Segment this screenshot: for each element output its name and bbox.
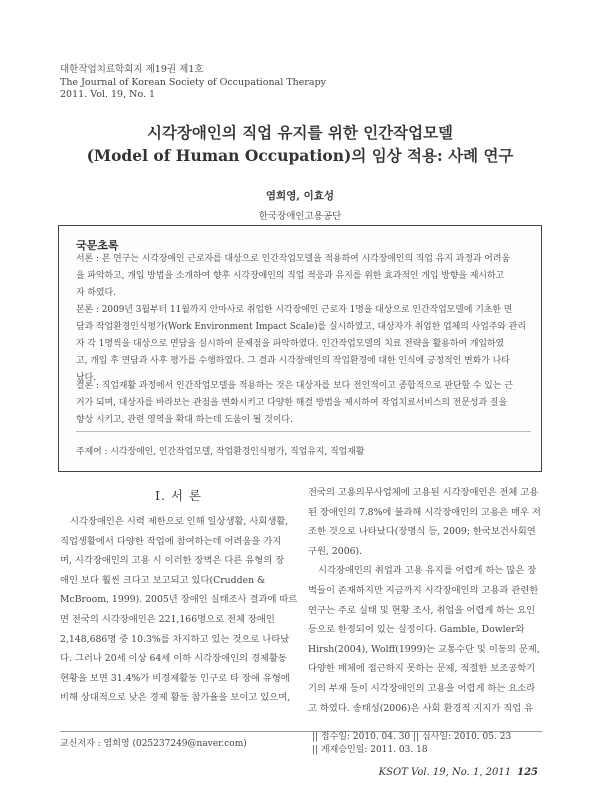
section-heading-introduction: Ⅰ. 서 론 — [154, 488, 202, 503]
abstract-conclusion — [76, 378, 531, 429]
corresponding-author: 교신저자 : 염희영 (025237249@naver.com) — [60, 739, 247, 749]
body-column-left — [60, 512, 297, 708]
abstract-introduction — [76, 251, 531, 302]
body-line: 시각장애인은 시력 제한으로 인해 일상생활, 사회생활, — [70, 516, 289, 527]
body-line: 현황을 보면 31.4%가 비경제활동 인구로 타 장애 유형에 — [60, 672, 290, 684]
abstract-line: 결론 : 직업재활 과정에서 인간작업모델을 적용하는 것은 대상자를 보다 전인적이고 종합적으로 판단할 수 있는 근 — [76, 381, 513, 391]
submission-dates — [312, 731, 511, 757]
paper-title-line2: (Model of Human Occupation)의 임상 적용: 사례 연구 — [86, 146, 514, 165]
abstract-divider — [76, 431, 531, 432]
body-line: 조한 것으로 나타났다(장명식 등, 2009; 한국보건사회연 — [308, 526, 536, 538]
authors: 염희영, 이효성 — [265, 190, 335, 202]
abstract-line: 담과 작업환경인식평가(Work Environment Impact Scale)를 실시하였고, 대상자가 취업한 업체의 사업주와 관리 — [76, 322, 526, 332]
body-line: 구원, 2006). — [308, 545, 363, 557]
body-line: 며, 시각장애인의 고용 시 이러한 장벽은 다른 유형의 장 — [60, 555, 285, 567]
abstract-line: 났다. — [76, 373, 96, 383]
abstract-heading: 국문초록 — [76, 239, 119, 252]
journal-info — [60, 64, 326, 102]
abstract-line: 을 파악하고, 개입 방법을 소개하여 향후 시각장애인의 직업 적응과 유지를 위한 효과적인 개입 방향을 제시하고 — [76, 271, 505, 281]
body-line: 직업생활에서 다양한 작업에 참여하는데 어려움을 가지 — [60, 535, 282, 547]
abstract-box — [58, 225, 542, 472]
body-line: 된 장애인의 7.8%에 불과해 시각장애인의 고용은 매우 저 — [308, 506, 541, 518]
abstract-body — [76, 302, 531, 387]
keywords: 주제어 : 시각장애인, 인간작업모델, 작업환경인식평가, 직업유지, 직업재활 — [76, 447, 365, 457]
affiliation: 한국장애인고용공단 — [258, 211, 342, 222]
body-line: 면 전국의 시각장애인은 221,166명으로 전체 장애인 — [60, 613, 275, 625]
abstract-line: 자 하였다. — [76, 288, 116, 298]
abstract-line: 거가 되며, 대상자를 바라보는 관점을 변화시키고 다양한 해결 방법을 제시하여 작업치료서비스의 전문성과 질을 — [76, 398, 508, 408]
body-line: 시각장애인의 취업과 고용 유지를 어렵게 하는 많은 장 — [318, 565, 537, 577]
body-line: 비해 상대적으로 낮은 경제 활동 참가율을 보이고 있으며, — [60, 692, 291, 704]
body-line: 기의 부재 등이 시각장애인의 고용을 어렵게 하는 요소라 — [308, 682, 536, 694]
journal-name-english: The Journal of Korean Society of Occupational Therapy — [60, 76, 327, 88]
body-line: 다양한 매체에 접근하지 못하는 문제, 적절한 보조공학기 — [308, 663, 536, 675]
body-line: McBroom, 1999). 2005년 장애인 실태조사 결과에 따르 — [60, 594, 298, 606]
body-line: 다. 그러나 20세 이상 64세 이하 시각장애인의 경제활동 — [60, 653, 287, 665]
page-number: 125 — [517, 767, 538, 778]
abstract-line: 향상 시키고, 관련 영역을 확대 하는데 도움이 될 것이다. — [76, 415, 293, 425]
journal-volume: 2011. Vol. 19, No. 1 — [60, 89, 156, 100]
body-line: 연구는 주로 실태 및 현황 조사, 취업을 어렵게 하는 요인 — [308, 604, 536, 616]
running-footer-journal: KSOT Vol. 19, No. 1, 2011 — [378, 767, 512, 778]
abstract-line: 고, 개입 후 면담과 사후 평가를 수행하였다. 그 결과 시각장애인의 작업환경에 대한 인식에 긍정적인 변화가 나타 — [76, 356, 510, 366]
abstract-line: 자 각 1명씩을 대상으로 면담을 실시하여 문제점을 파악하였다. 인간작업모델의 치료 전략을 활용하여 개입하였 — [76, 339, 505, 349]
abstract-line: 서론 : 본 연구는 시각장애인 근로자를 대상으로 인간작업모델을 적용하여 시각장애인의 직업 유지 과정과 어려움 — [76, 254, 511, 264]
body-line: 등으로 한정되어 있는 실정이다. Gamble, Dowler와 — [308, 624, 525, 636]
accepted-date: || 게재승인일: 2011. 03. 18 — [312, 745, 428, 755]
paper-title-line1: 시각장애인의 직업 유지를 위한 인간작업모델 — [146, 123, 454, 142]
body-line: 벽들이 존재하지만 지금까지 시각장애인의 고용과 관련한 — [308, 584, 539, 596]
body-line: Hirsh(2004), Wolff(1999)는 교통수단 및 이동의 문제, — [308, 643, 540, 655]
body-line: 전국의 고용의무사업체에 고용된 시각장애인은 전체 고용 — [308, 487, 539, 498]
received-reviewed-dates: || 접수일: 2010. 04. 30 || 심사일: 2010. 05. 23 — [312, 732, 512, 742]
body-line: 2,148,686명 중 10.3%를 차지하고 있는 것으로 나타났 — [60, 633, 290, 645]
body-line: 고 하였다. 송태성(2006)은 사회 환경적 지지가 직업 유 — [308, 702, 534, 714]
running-footer — [379, 767, 538, 778]
body-line: 애인 보다 훨씬 크다고 보고되고 있다(Crudden & — [60, 574, 266, 586]
journal-name-korean: 대한작업치료학회지 제19권 제1호 — [60, 64, 204, 75]
body-column-right — [308, 483, 542, 718]
abstract-line: 본론 : 2009년 3월부터 11월까지 안마사로 취업한 시각장애인 근로자 1명을 대상으로 인간작업모델에 기초한 면 — [76, 305, 513, 315]
